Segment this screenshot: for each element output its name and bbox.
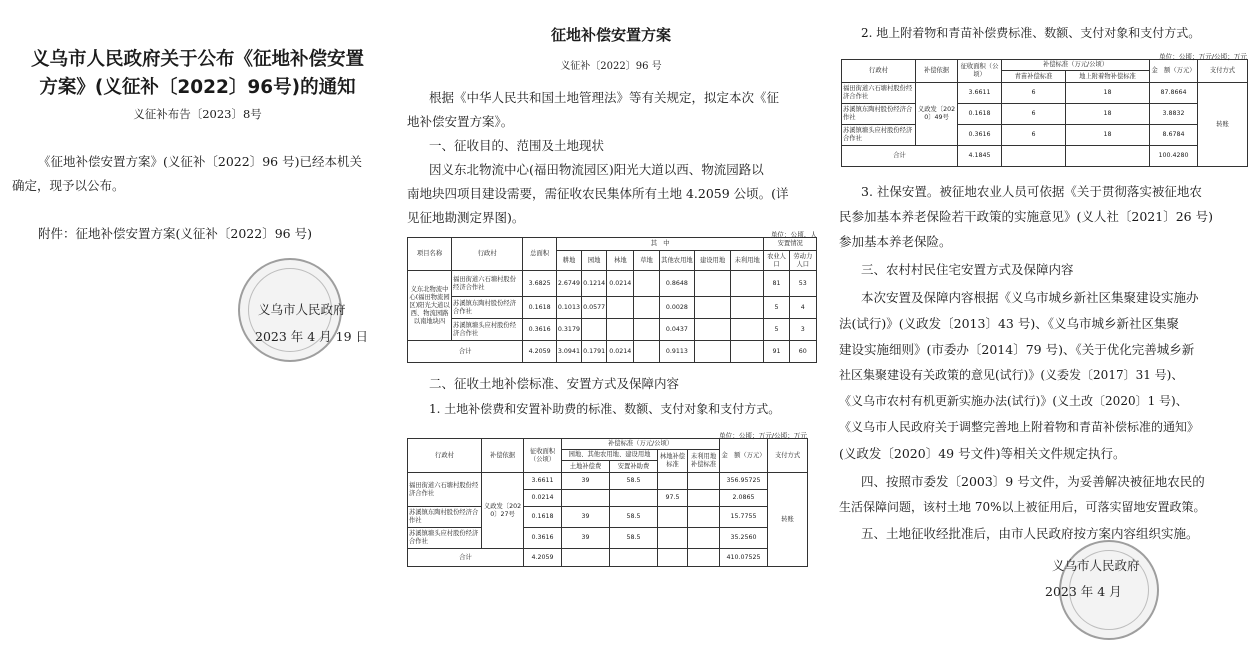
t3-h-amount: 金 额（万元） — [1150, 60, 1198, 83]
plan-sign-org: 义乌市人民政府 — [1052, 558, 1140, 573]
t1-sub-4: 其他农用地 — [659, 251, 695, 271]
section2-item1: 1. 土地补偿费和安置补助费的标准、数额、支付对象和支付方式。 — [429, 402, 781, 416]
t1-total-c5: 0.9113 — [659, 341, 695, 363]
t2-r1-c: 97.5 — [658, 490, 688, 507]
t1-total-c6 — [695, 341, 731, 363]
t3-h-sub2: 地上附着物补偿标准 — [1066, 71, 1150, 83]
t3-r1-amount: 3.8832 — [1150, 104, 1198, 125]
notice-page — [0, 0, 395, 649]
t2-h-basis: 补偿依据 — [482, 439, 524, 473]
table-row — [408, 528, 808, 549]
t3-r2-b: 18 — [1066, 125, 1150, 146]
t1-r2-total: 0.3616 — [523, 319, 557, 341]
t3-h-basis: 补偿依据 — [916, 60, 958, 83]
t1-r0-c6 — [695, 271, 731, 297]
t3-r2-area: 0.3616 — [958, 125, 1002, 146]
table-row — [408, 341, 817, 363]
t2-h-sub1: 园地、其他农用地、建设用地 — [562, 450, 658, 461]
t3-total-area: 4.1845 — [958, 146, 1002, 167]
t1-r2-c4 — [634, 319, 659, 341]
t2-r1-d — [688, 490, 720, 507]
t1-r2-c7 — [730, 319, 764, 341]
t2-r2-b: 58.5 — [610, 507, 658, 528]
t2-h-area: 征收面积（公顷） — [524, 439, 562, 473]
t2-total-area: 4.2059 — [524, 549, 562, 567]
t3-r1-area: 0.1618 — [958, 104, 1002, 125]
t1-h-placement: 安置情况 — [764, 238, 817, 251]
t2-r0-area: 3.6611 — [524, 473, 562, 490]
t3-basis: 义政发〔2020〕49号 — [916, 83, 958, 146]
t1-total-c4 — [634, 341, 659, 363]
t1-r2-c1: 0.3179 — [556, 319, 581, 341]
t2-r0-amount: 356.95725 — [720, 473, 768, 490]
t2-r1-b — [610, 490, 658, 507]
t1-project: 义东北物流中心(福田物流园区)阳光大道以西、物流园路以南地块四 — [408, 271, 452, 341]
t1-r1-c8: 5 — [764, 297, 789, 319]
item3-line1: 3. 社保安置。被征地农业人员可依据《关于贯彻落实被征地农 — [861, 184, 1202, 199]
t1-total-c1: 3.0941 — [556, 341, 581, 363]
t1-sub-7: 农业人口 — [764, 251, 789, 271]
t1-total-c7 — [730, 341, 764, 363]
section1-line3: 见征地勘测定界图)。 — [407, 210, 525, 225]
t2-r0-village: 福田街道六石塘村股份经济合作社 — [408, 473, 482, 507]
table-row — [408, 297, 817, 319]
t1-r1-c6 — [695, 297, 731, 319]
section3-line6: 《义乌市人民政府关于调整完善地上附着物和青苗补偿标准的通知》 — [839, 420, 1200, 434]
t3-r0-village: 福田街道六石塘村股份经济合作社 — [842, 83, 916, 104]
t3-r2-amount: 8.6784 — [1150, 125, 1198, 146]
t2-r1-a — [562, 490, 610, 507]
table-row — [408, 507, 808, 528]
t2-h-sub3: 未利用地补偿标准 — [688, 450, 720, 473]
attachment-compensation-table — [841, 59, 1248, 167]
t3-h-pay: 支付方式 — [1198, 60, 1248, 83]
land-compensation-table — [407, 438, 808, 567]
t1-sub-8: 劳动力人口 — [789, 251, 816, 271]
t1-r2-c9: 3 — [789, 319, 816, 341]
t2-r3-area: 0.3616 — [524, 528, 562, 549]
t2-r0-d — [688, 473, 720, 490]
t1-r0-c2: 0.1214 — [582, 271, 607, 297]
t1-total-total: 4.2059 — [523, 341, 557, 363]
t3-total-amount: 100.4280 — [1150, 146, 1198, 167]
t3-h-village: 行政村 — [842, 60, 916, 83]
plan-sign-date: 2023 年 4 月 — [1045, 584, 1122, 599]
t2-r3-b: 58.5 — [610, 528, 658, 549]
notice-sign-org: 义乌市人民政府 — [258, 302, 346, 317]
t1-h-project: 项目名称 — [408, 238, 452, 271]
t1-sub-2: 林地 — [607, 251, 634, 271]
section3-line3: 建设实施细则》(市委办〔2014〕79 号)、《关于优化完善城乡新 — [839, 342, 1195, 357]
t2-h-sub1a: 土地补偿费 — [562, 461, 610, 473]
notice-doc-number: 义征补布告〔2023〕8号 — [133, 107, 262, 121]
t2-total-amount: 410.07525 — [720, 549, 768, 567]
t3-pay: 转账 — [1198, 83, 1248, 167]
section2-heading: 二、征收土地补偿标准、安置方式及保障内容 — [429, 376, 680, 391]
t1-r1-c5: 0.0028 — [659, 297, 695, 319]
table-row — [842, 146, 1248, 167]
t1-r2-c2 — [582, 319, 607, 341]
notice-sign-date: 2023 年 4 月 19 日 — [255, 329, 369, 344]
t1-sub-6: 未利用地 — [730, 251, 764, 271]
notice-title-line2: 方案》(义征补〔2022〕96号)的通知 — [39, 77, 356, 98]
t2-h-sub2: 林地补偿标准 — [658, 450, 688, 473]
t2-h-sub1b: 安置补助费 — [610, 461, 658, 473]
t1-sub-5: 建设用地 — [695, 251, 731, 271]
plan-intro-line1: 根据《中华人民共和国土地管理法》等有关规定，拟定本次《征 — [429, 90, 780, 105]
t2-r2-d — [688, 507, 720, 528]
table-row — [408, 473, 808, 490]
t1-total-c8: 91 — [764, 341, 789, 363]
t2-h-std: 补偿标准（万元/公顷） — [562, 439, 720, 450]
table-row — [842, 125, 1248, 146]
plan-page — [395, 0, 827, 649]
table-row — [408, 319, 817, 341]
t2-r0-b: 58.5 — [610, 473, 658, 490]
t2-r2-area: 0.1618 — [524, 507, 562, 528]
t3-r2-village: 苏溪镇塘头应村股份经济合作社 — [842, 125, 916, 146]
t2-r3-d — [688, 528, 720, 549]
t2-basis: 义政发〔2020〕27号 — [482, 473, 524, 549]
t1-r1-total: 0.1618 — [523, 297, 557, 319]
t1-r0-c5: 0.8648 — [659, 271, 695, 297]
t1-r1-village: 苏溪镇东陶村股份经济合作社 — [452, 297, 523, 319]
section1-line2: 南地块四项目建设需要，需征收农民集体所有土地 4.2059 公顷。(详 — [407, 186, 789, 201]
t3-total-label: 合计 — [842, 146, 958, 167]
t1-r1-c1: 0.1013 — [556, 297, 581, 319]
t1-r0-village: 福田街道六石塘村股份经济合作社 — [452, 271, 523, 297]
t2-total-label: 合计 — [408, 549, 524, 567]
t1-total-c2: 0.1791 — [582, 341, 607, 363]
t1-r0-c8: 81 — [764, 271, 789, 297]
section4-line1: 四、按照市委发〔2003〕9 号文件，为妥善解决被征地农民的 — [861, 474, 1205, 489]
table3-unit: 单位：公顷；万元/公顷；万元 — [1159, 53, 1247, 61]
t1-r2-c6 — [695, 319, 731, 341]
t1-sub-1: 园地 — [582, 251, 607, 271]
plan-page-continued — [827, 0, 1256, 649]
section3-line5: 《义乌市农村有机更新实施办法(试行)》(义土改〔2020〕1 号)、 — [839, 394, 1188, 408]
t3-r1-a: 6 — [1002, 104, 1066, 125]
t3-h-area: 征收面积（公顷） — [958, 60, 1002, 83]
t1-r1-c7 — [730, 297, 764, 319]
t2-r3-a: 39 — [562, 528, 610, 549]
table2-unit: 单位：公顷；万元/公顷；万元 — [719, 432, 807, 440]
t2-r2-village: 苏溪镇东陶村股份经济合作社 — [408, 507, 482, 528]
table-row — [408, 271, 817, 297]
notice-attachment: 附件：征地补偿安置方案(义征补〔2022〕96 号) — [38, 226, 312, 241]
table-row — [842, 104, 1248, 125]
table1-unit: 单位：公顷、人 — [770, 231, 817, 239]
t1-r1-c2: 0.0577 — [582, 297, 607, 319]
t3-r0-area: 3.6611 — [958, 83, 1002, 104]
section4-line2: 生活保障问题，该村土地 70%以上被征用后，可落实留地安置政策。 — [839, 500, 1206, 514]
t1-sub-0: 耕地 — [556, 251, 581, 271]
land-status-table — [407, 237, 817, 363]
t2-r1-area: 0.0214 — [524, 490, 562, 507]
t2-h-amount: 金 额（万元） — [720, 439, 768, 473]
t1-r1-c3 — [607, 297, 634, 319]
t2-r3-amount: 35.2560 — [720, 528, 768, 549]
t2-r3-village: 苏溪镇塘头应村股份经济合作社 — [408, 528, 482, 549]
t3-r0-a: 6 — [1002, 83, 1066, 104]
t1-r0-total: 3.6825 — [523, 271, 557, 297]
notice-body-line2: 确定，现予以公布。 — [12, 178, 125, 193]
item3-line2: 民参加基本养老保险若干政策的实施意见》(义人社〔2021〕26 号) — [839, 209, 1213, 224]
t1-sub-3: 草地 — [634, 251, 659, 271]
t3-r1-b: 18 — [1066, 104, 1150, 125]
notice-body-line1: 《征地补偿安置方案》(义征补〔2022〕96 号)已经本机关 — [38, 154, 362, 169]
section3-heading: 三、农村村民住宅安置方式及保障内容 — [861, 262, 1074, 277]
section3-line4: 社区集聚建设有关政策的意见(试行)》(义委发〔2017〕31 号)、 — [839, 368, 1184, 382]
t1-r2-village: 苏溪镇塘头应村股份经济合作社 — [452, 319, 523, 341]
t1-total-c9: 60 — [789, 341, 816, 363]
t1-total-c3: 0.0214 — [607, 341, 634, 363]
table-row — [842, 83, 1248, 104]
notice-title-line1: 义乌市人民政府关于公布《征地补偿安置 — [30, 49, 364, 70]
t3-h-sub1: 青苗补偿标准 — [1002, 71, 1066, 83]
t1-r2-c5: 0.0437 — [659, 319, 695, 341]
t2-r0-a: 39 — [562, 473, 610, 490]
section1-line1: 因义东北物流中心(福田物流园区)阳光大道以西、物流园路以 — [429, 162, 764, 177]
t2-r0-c — [658, 473, 688, 490]
item2-heading: 2. 地上附着物和青苗补偿费标准、数额、支付对象和支付方式。 — [861, 26, 1201, 40]
item3-line3: 参加基本养老保险。 — [839, 234, 952, 249]
t1-r0-c1: 2.6749 — [556, 271, 581, 297]
t1-r0-c7 — [730, 271, 764, 297]
t1-total-label: 合计 — [408, 341, 523, 363]
t1-r0-c4 — [634, 271, 659, 297]
t3-r2-a: 6 — [1002, 125, 1066, 146]
t1-r1-c4 — [634, 297, 659, 319]
t1-h-village: 行政村 — [452, 238, 523, 271]
section3-line2: 法(试行)》(义政发〔2013〕43 号)、《义乌市城乡新社区集聚 — [839, 316, 1179, 331]
t2-r2-c — [658, 507, 688, 528]
section3-line1: 本次安置及保障内容根据《义乌市城乡新社区集聚建设实施办 — [861, 290, 1199, 305]
t2-pay: 转账 — [768, 473, 808, 567]
t2-r3-c — [658, 528, 688, 549]
t3-h-std: 补偿标准（万元/公顷） — [1002, 60, 1150, 71]
plan-intro-line2: 地补偿安置方案》。 — [407, 114, 514, 129]
t3-r1-village: 苏溪镇东陶村股份经济合作社 — [842, 104, 916, 125]
t2-h-pay: 支付方式 — [768, 439, 808, 473]
section5-line: 五、土地征收经批准后，由市人民政府按方案内容组织实施。 — [861, 526, 1199, 541]
t2-r1-amount: 2.0865 — [720, 490, 768, 507]
t3-r0-amount: 87.8664 — [1150, 83, 1198, 104]
t1-r2-c8: 5 — [764, 319, 789, 341]
t2-r2-a: 39 — [562, 507, 610, 528]
t1-h-total: 总面积 — [523, 238, 557, 271]
t1-h-among: 其 中 — [556, 238, 764, 251]
t1-r1-c9: 4 — [789, 297, 816, 319]
section3-line7: (义政发〔2020〕49 号文件)等相关文件规定执行。 — [839, 446, 1126, 461]
plan-doc-number: 义征补〔2022〕96 号 — [560, 61, 662, 72]
t3-r0-b: 18 — [1066, 83, 1150, 104]
t1-r0-c3: 0.0214 — [607, 271, 634, 297]
t2-r2-amount: 15.7755 — [720, 507, 768, 528]
t1-r2-c3 — [607, 319, 634, 341]
plan-title: 征地补偿安置方案 — [550, 26, 671, 44]
table-row — [408, 549, 808, 567]
t1-r0-c9: 53 — [789, 271, 816, 297]
section1-heading: 一、征收目的、范围及土地现状 — [429, 138, 605, 153]
t2-h-village: 行政村 — [408, 439, 482, 473]
